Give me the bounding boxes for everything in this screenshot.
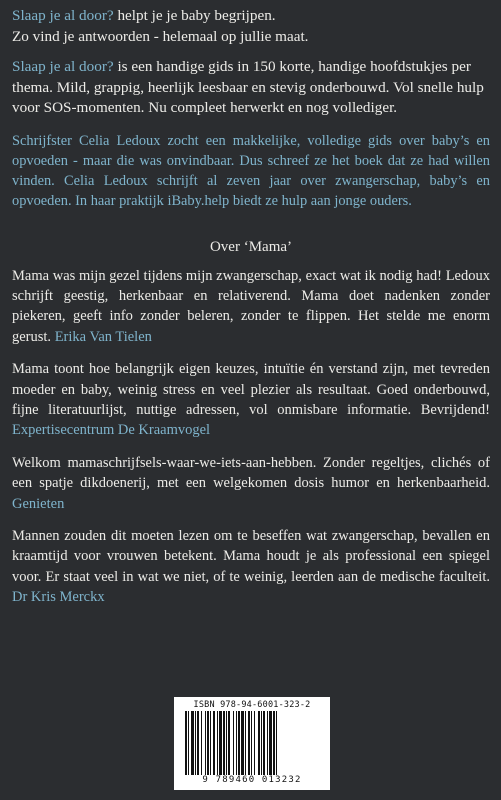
barcode-bar	[210, 711, 211, 775]
barcode-bar	[228, 711, 230, 775]
barcode-digits: 9 789460 013232	[202, 775, 302, 785]
barcode-bar	[217, 711, 218, 775]
barcode-bar	[201, 711, 202, 775]
review-source: Erika Van Tielen	[54, 328, 152, 345]
barcode-bars	[183, 711, 323, 775]
barcode-bar	[273, 711, 275, 775]
barcode-bar	[207, 711, 209, 775]
barcode-bar	[223, 711, 225, 775]
barcode-bar	[245, 711, 246, 775]
intro-paragraph-2	[12, 57, 490, 119]
barcode-bar	[254, 711, 255, 775]
intro-text: helpt je je baby begrijpen.	[113, 7, 276, 24]
review-text: Mannen zouden dit moeten lezen om te beseffen wat zwangerschap, bevallen en kraamtijd voor vrouwen betekent. Mama houdt je als professional een spiegel voor. Er staat veel in wat we niet, of te weinig, leerden aan de medische faculteit.	[12, 527, 490, 585]
author-bio: Schrijfster Celia Ledoux zocht een makkelijke, volledige gids over baby’s en opvoeden - maar die was onvindbaar. Dus schreef ze het boek dat ze had willen vinden. Celia Ledoux schrijft al zeven jaar over zwangerschap, baby’s en opvoeden. In haar praktijk iBaby.help biedt ze hulp aan jonge ouders.	[12, 132, 490, 209]
barcode-bar	[267, 711, 268, 775]
barcode-bar	[226, 711, 227, 775]
barcode-bar	[233, 711, 234, 775]
barcode-bar	[269, 711, 272, 775]
barcode-bar	[205, 711, 206, 775]
barcode-bar	[236, 711, 237, 775]
isbn-barcode	[174, 697, 330, 790]
review-quote	[12, 359, 490, 441]
barcode-bar	[213, 711, 215, 775]
barcode-bar	[238, 711, 240, 775]
review-text: Mama was mijn gezel tijdens mijn zwangerschap, exact wat ik nodig had! Ledoux schrijft geestig, herkenbaar en relativerend. Mama doet nadenken zonder piekeren, geeft info zonder beleren, zonder te flippen. Het stelde me enorm gerust.	[12, 267, 490, 345]
barcode-bar	[261, 711, 262, 775]
barcode-bar	[241, 711, 244, 775]
intro-text-line2: Zo vind je antwoorden - helemaal op jullie maat.	[12, 27, 309, 45]
review-text: Welkom mamaschrijfsels-waar-we-iets-aan-hebben. Zonder regeltjes, clichés of een spatje dikdoenerij, met een welgekomen dosis humor en herkenbaarheid.	[12, 454, 490, 492]
review-quote	[12, 266, 490, 348]
book-title-mention: Slaap je al door?	[12, 58, 114, 75]
intro-paragraph-1	[12, 6, 490, 47]
back-cover	[12, 6, 490, 608]
intro-text: is een handige gids in 150 korte, handige hoofdstukjes per thema. Mild, grappig, heerlijk leesbaar en stevig onderbouwd. Vol snelle hulp voor SOS-momenten. Nu compleet herwerkt en nog vollediger.	[12, 58, 484, 116]
barcode-bar	[191, 711, 194, 775]
barcode-bar	[276, 711, 277, 775]
section-title: Over ‘Mama’	[209, 238, 293, 255]
isbn-label: ISBN 978-94-6001-323-2	[193, 700, 311, 710]
review-text: Mama toont hoe belangrijk eigen keuzes, intuïtie én verstand zijn, met tevreden moeder en baby, weinig stress en veel plezier als resultaat. Goed onderbouwd, fijne literatuurlijst, nuttige adressen, vol onmisbare informatie. Bevrijdend!	[12, 361, 490, 418]
review-source: Genieten	[12, 495, 65, 512]
barcode-bar	[185, 711, 187, 775]
barcode-bar	[197, 711, 199, 775]
barcode-bar	[251, 711, 252, 775]
barcode-bar	[263, 711, 265, 775]
barcode-bar	[258, 711, 260, 775]
book-title-mention: Slaap je al door?	[12, 7, 114, 24]
review-quote	[12, 526, 490, 608]
barcode-bar	[195, 711, 196, 775]
barcode-bar	[248, 711, 250, 775]
review-source: Dr Kris Merckx	[12, 589, 105, 606]
barcode-bar	[219, 711, 222, 775]
review-source: Expertisecentrum De Kraamvogel	[12, 422, 211, 439]
review-quote	[12, 453, 490, 514]
barcode-bar	[188, 711, 189, 775]
